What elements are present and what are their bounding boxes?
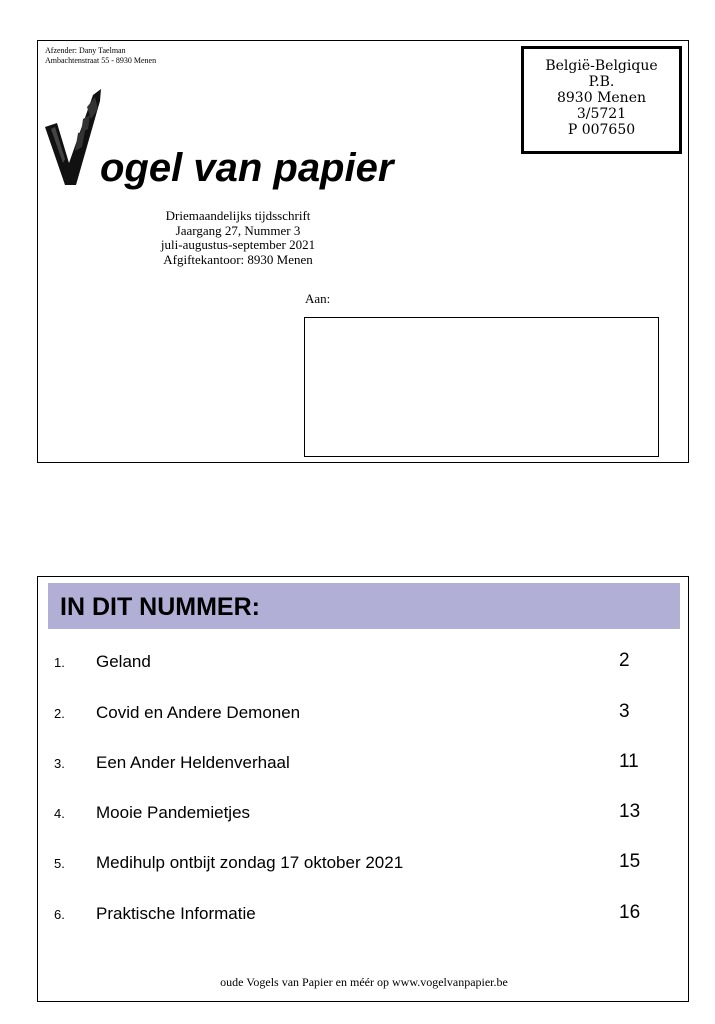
sender-street: Ambachtenstraat 55 - 8930 Menen bbox=[45, 56, 157, 65]
toc-item bbox=[38, 699, 690, 729]
website-footer: oude Vogels van Papier en méér op www.vogelvanpapier.be bbox=[220, 975, 508, 989]
address-box bbox=[304, 317, 659, 457]
toc-number: 2. bbox=[54, 706, 65, 721]
postmark-country: België-Belgique bbox=[545, 58, 658, 74]
publication-period: juli-augustus-september 2021 bbox=[160, 237, 316, 252]
postmark-code: 3/5721 bbox=[576, 106, 627, 122]
toc-number: 5. bbox=[54, 856, 65, 871]
toc-page: 2 bbox=[619, 650, 630, 671]
toc-item bbox=[38, 849, 690, 879]
postmark-pb: P.B. bbox=[588, 74, 615, 90]
toc-title: Mooie Pandemietjes bbox=[96, 803, 251, 822]
publication-info bbox=[138, 209, 338, 267]
contents-header bbox=[48, 583, 680, 629]
publication-volume: Jaargang 27, Nummer 3 bbox=[175, 222, 301, 238]
toc-item bbox=[38, 749, 690, 779]
toc-page: 15 bbox=[619, 851, 641, 872]
toc-title: Medihulp ontbijt zondag 17 oktober 2021 bbox=[96, 853, 404, 872]
toc-number: 1. bbox=[54, 655, 65, 670]
toc-item bbox=[38, 648, 690, 678]
table-of-contents bbox=[37, 576, 689, 1002]
addressee-label: Aan: bbox=[305, 291, 331, 306]
sender-address bbox=[45, 46, 156, 66]
toc-title: Geland bbox=[96, 652, 151, 671]
publication-frequency: Driemaandelijks tijdsschrift bbox=[165, 208, 311, 223]
mailing-cover bbox=[37, 40, 689, 463]
toc-title: Praktische Informatie bbox=[96, 904, 256, 923]
toc-item bbox=[38, 900, 690, 930]
toc-item bbox=[38, 799, 690, 829]
toc-page: 11 bbox=[619, 751, 639, 772]
toc-title: Een Ander Heldenverhaal bbox=[96, 753, 290, 772]
postmark-office: 8930 Menen bbox=[556, 90, 647, 106]
contents-title: IN DIT NUMMER: bbox=[60, 593, 260, 621]
postmark-number: P 007650 bbox=[567, 122, 636, 138]
toc-number: 3. bbox=[54, 756, 65, 771]
logo-wordmark: ogel van papier bbox=[100, 146, 394, 190]
publication-office: Afgiftekantoor: 8930 Menen bbox=[163, 251, 313, 267]
toc-page: 16 bbox=[619, 902, 641, 923]
toc-number: 4. bbox=[54, 806, 65, 821]
postage-paid-box bbox=[521, 46, 682, 154]
magazine-logo bbox=[43, 89, 463, 189]
sender-name: Afzender: Dany Taelman bbox=[45, 46, 126, 55]
toc-page: 3 bbox=[619, 701, 630, 722]
toc-number: 6. bbox=[54, 907, 65, 922]
toc-page: 13 bbox=[619, 801, 641, 822]
toc-title: Covid en Andere Demonen bbox=[96, 703, 301, 722]
